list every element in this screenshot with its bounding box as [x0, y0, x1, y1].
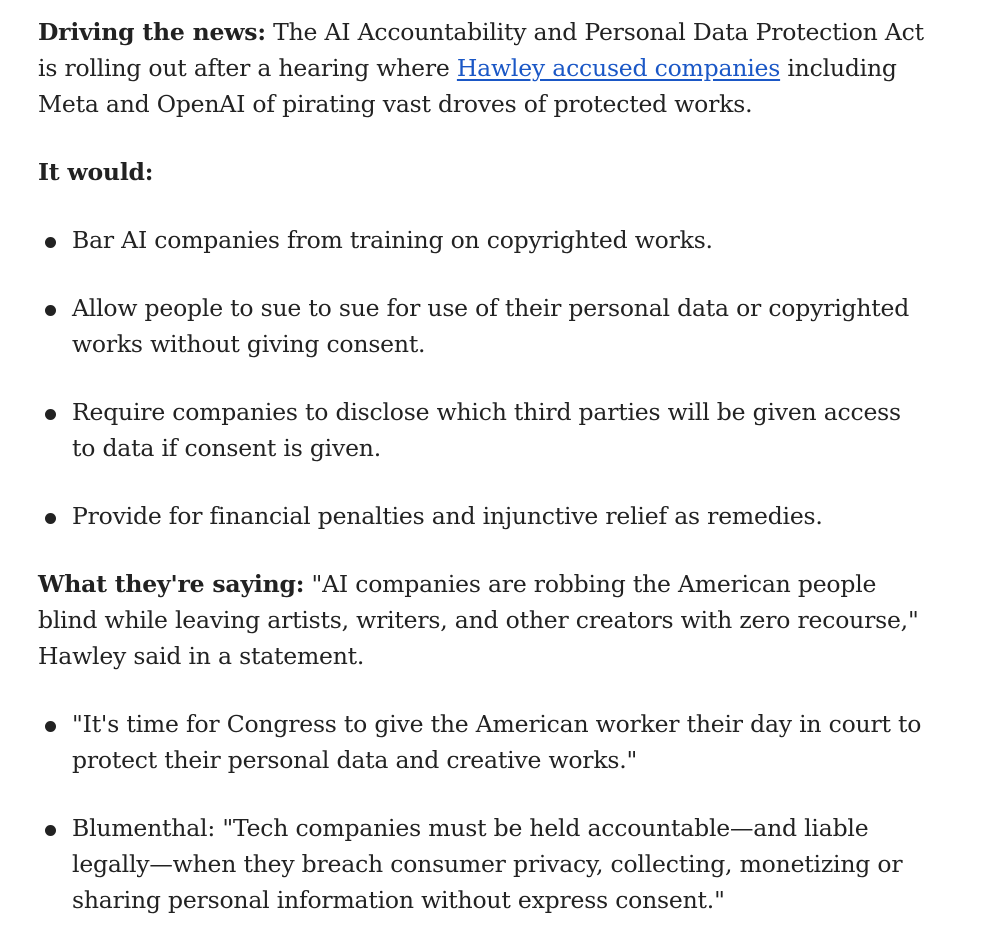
bullet-icon [45, 825, 56, 836]
quotes-list [38, 706, 930, 918]
quote-text: "It's time for Congress to give the American worker their day in court to protect their personal data and creative works." [72, 710, 922, 774]
hawley-accused-companies-link[interactable]: Hawley accused companies [456, 54, 781, 82]
bullet-icon [45, 237, 56, 248]
list-item-text: Require companies to disclose which third parties will be given access to data if consent is given. [72, 398, 901, 462]
it-would-list [38, 222, 930, 534]
what-theyre-saying-paragraph [38, 566, 930, 674]
list-item [38, 290, 930, 362]
what-theyre-saying-label: What they're saying: [38, 570, 305, 598]
list-item [38, 498, 930, 534]
it-would-heading: It would: [38, 158, 154, 186]
list-item [38, 706, 930, 778]
what-theyre-saying-text: "AI companies are robbing the American people blind while leaving artists, writers, and other creators with zero recourse," Hawley said in a statement. [38, 570, 919, 670]
driving-text-after: including Meta and OpenAI of pirating vast droves of protected works. [38, 54, 897, 118]
list-item-text: Provide for financial penalties and injunctive relief as remedies. [72, 502, 823, 530]
bullet-icon [45, 305, 56, 316]
driving-the-news-paragraph [38, 14, 930, 122]
list-item [38, 222, 930, 258]
list-item-text: Allow people to sue to sue for use of their personal data or copyrighted works without giving consent. [72, 294, 910, 358]
quote-text: Blumenthal: "Tech companies must be held accountable—and liable legally—when they breach consumer privacy, collecting, monetizing or sharing personal information without express consent." [72, 814, 903, 914]
bullet-icon [45, 721, 56, 732]
list-item-text: Bar AI companies from training on copyrighted works. [72, 226, 713, 254]
driving-text-before: The AI Accountability and Personal Data Protection Act is rolling out after a hearing where [38, 18, 924, 82]
bullet-icon [45, 409, 56, 420]
list-item [38, 810, 930, 918]
list-item [38, 394, 930, 466]
bullet-icon [45, 513, 56, 524]
driving-the-news-label: Driving the news: [38, 18, 266, 46]
